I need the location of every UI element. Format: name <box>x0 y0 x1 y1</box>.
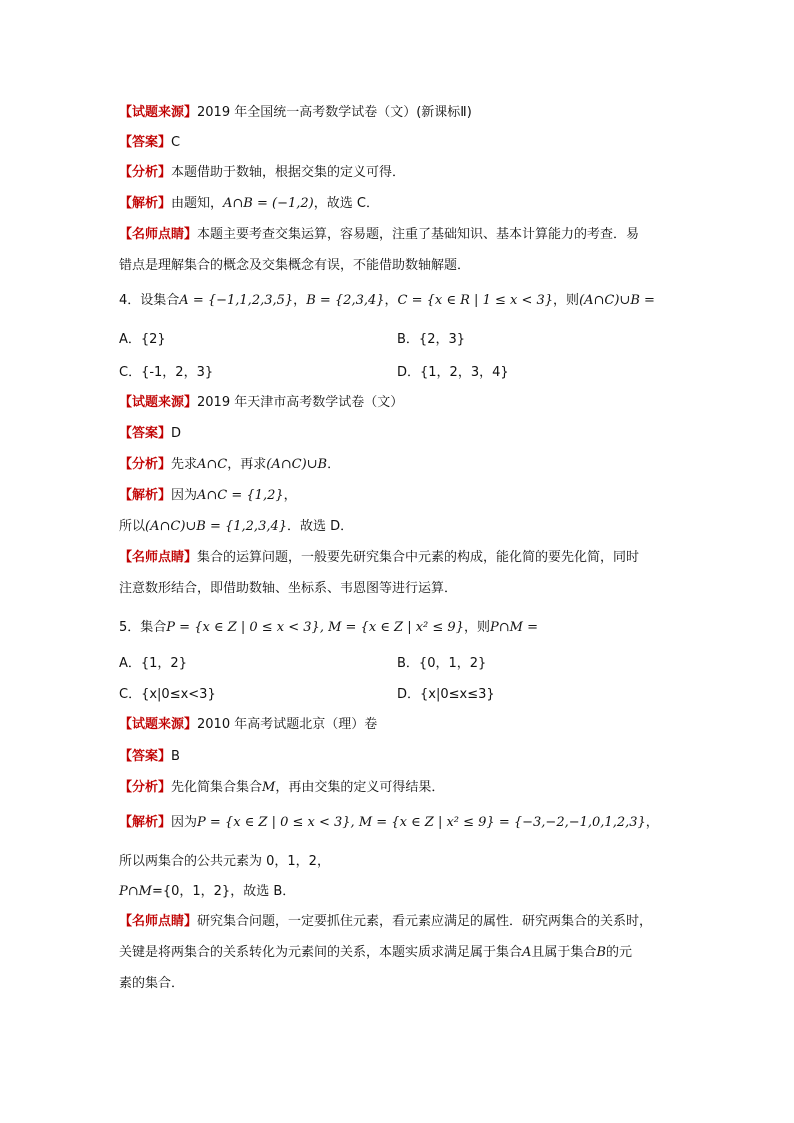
analysis-tag: 【分析】 <box>119 780 172 795</box>
analysis-text: ，再由交集的定义可得结果． <box>275 780 445 795</box>
q5-option-d: D．{x|0≤x≤3} <box>397 687 495 702</box>
q4-comment-line1 <box>119 549 679 567</box>
solution-math: (A∩C)∪B = {1,2,3,4} <box>145 519 288 534</box>
q4-stem: 4．设集合A = {−1,1,2,3,5}，B = {2,3,4}，C = {x ∈ R | 1 ≤ x < 3}，则(A∩C)∪B = <box>119 293 655 308</box>
solution-math: A∩B = (−1,2) <box>223 196 314 211</box>
question-number: 4． <box>119 293 141 308</box>
stem-text: 设集合 <box>140 293 180 308</box>
solution-text: 所以两集合的公共元素为 0，1，2， <box>119 854 330 869</box>
answer-tag: 【答案】 <box>119 749 172 764</box>
q5-source-line <box>119 716 679 734</box>
q3-analysis-line <box>119 164 679 182</box>
comment-text: 且属于集合 <box>531 945 597 960</box>
q4-option-b: B．{2，3} <box>397 332 466 347</box>
solution-text: 所以 <box>119 519 146 534</box>
comment-text: 本题主要考查交集运算，容易题，注重了基础知识、基本计算能力的考查．易 <box>197 227 640 242</box>
q5-solution-line <box>119 814 679 832</box>
solution-text: ．故选 D． <box>287 519 354 534</box>
q5-solution-line2 <box>119 853 679 871</box>
stem-math: C = {x ∈ R | 1 ≤ x < 3} <box>397 293 554 308</box>
q4-solution-line <box>119 487 679 505</box>
source-tag: 【试题来源】 <box>119 717 198 732</box>
analysis-tag: 【分析】 <box>119 457 172 472</box>
solution-text: 因为 <box>171 488 198 503</box>
analysis-tag: 【分析】 <box>119 165 172 180</box>
q4-option-d: D．{1，2，3，4} <box>397 365 509 380</box>
solution-text: ={0，1，2}，故选 B． <box>151 884 296 899</box>
comment-tag: 【名师点睛】 <box>119 914 198 929</box>
stem-math: B = {2,3,4} <box>306 293 385 308</box>
solution-text: ， <box>645 815 659 830</box>
answer-text: B <box>171 749 180 764</box>
comment-text: 素的集合． <box>119 976 185 991</box>
solution-text: ， <box>283 488 297 503</box>
comment-math: A <box>522 945 532 960</box>
q4-answer-line <box>119 425 679 443</box>
solution-tag: 【解析】 <box>119 815 172 830</box>
comment-text: 集合的运算问题，一般要先研究集合中元素的构成，能化简的要先化简，同时 <box>197 550 640 565</box>
q5-comment-line1 <box>119 913 679 931</box>
source-text: 2019 年天津市高考数学试卷（文） <box>197 395 404 410</box>
answer-text: C <box>171 135 181 150</box>
comment-text: 注意数形结合，即借助数轴、坐标系、韦恩图等进行运算． <box>119 581 458 596</box>
source-text: 2019 年全国统一高考数学试卷（文）(新课标Ⅱ) <box>197 105 472 120</box>
source-tag: 【试题来源】 <box>119 105 198 120</box>
q4-comment-line2 <box>119 580 679 598</box>
q4-option-a: A．{2} <box>119 332 166 347</box>
stem-text: 集合 <box>140 620 167 635</box>
q5-stem <box>119 619 679 637</box>
solution-text-end: ，故选 C． <box>313 196 379 211</box>
q3-comment-line1 <box>119 226 679 244</box>
q4-analysis-line <box>119 456 679 474</box>
q4-option-c: C．{-1，2，3} <box>119 365 214 380</box>
analysis-text: 先求 <box>171 457 198 472</box>
solution-math: P = {x ∈ Z | 0 ≤ x < 3}, M = {x ∈ Z | x² ≤ 9} = {−3,−2,−1,0,1,2,3} <box>197 815 646 830</box>
solution-tag: 【解析】 <box>119 488 172 503</box>
comment-text: 关键是将两集合的关系转化为元素间的关系，本题实质求满足属于集合 <box>119 945 523 960</box>
q5-comment-line2 <box>119 944 679 962</box>
solution-math: P∩M <box>119 884 152 899</box>
stem-math: P = {x ∈ Z | 0 ≤ x < 3}, M = {x ∈ Z | x² ≤ 9} <box>166 620 464 635</box>
source-text: 2010 年高考试题北京（理）卷 <box>197 717 378 732</box>
answer-text: D <box>171 426 182 441</box>
q3-answer-line <box>119 134 679 152</box>
analysis-text: ． <box>327 457 341 472</box>
question-number: 5． <box>119 620 141 635</box>
solution-text: 因为 <box>171 815 198 830</box>
q3-solution-line <box>119 195 679 213</box>
analysis-text: 先化简集合集合 <box>171 780 263 795</box>
q5-option-b: B．{0，1，2} <box>397 656 487 671</box>
comment-text: 错点是理解集合的概念及交集概念有误，不能借助数轴解题． <box>119 258 471 273</box>
q5-answer-line <box>119 748 679 766</box>
analysis-text: 本题借助于数轴，根据交集的定义可得． <box>171 165 406 180</box>
comment-tag: 【名师点睛】 <box>119 227 198 242</box>
comment-math: B <box>596 945 606 960</box>
analysis-math: M <box>262 780 276 795</box>
q5-solution-line3 <box>119 883 679 901</box>
q5-option-a: A．{1，2} <box>119 656 187 671</box>
q4-solution-line2 <box>119 518 679 536</box>
stem-text: ，则 <box>463 620 490 635</box>
q3-source-line <box>119 104 679 122</box>
q4-source-line <box>119 394 679 412</box>
q3-comment-line2 <box>119 257 679 275</box>
answer-tag: 【答案】 <box>119 135 172 150</box>
answer-tag: 【答案】 <box>119 426 172 441</box>
q5-comment-line3 <box>119 975 679 993</box>
stem-math: A = {−1,1,2,3,5} <box>179 293 294 308</box>
solution-text: 由题知， <box>171 196 224 211</box>
solution-math: A∩C = {1,2} <box>197 488 284 503</box>
stem-math: P∩M = <box>490 620 538 635</box>
analysis-math: (A∩C)∪B <box>266 457 328 472</box>
comment-text: 研究集合问题，一定要抓住元素，看元素应满足的属性．研究两集合的关系时， <box>197 914 653 929</box>
stem-math: (A∩C)∪B = <box>579 293 655 308</box>
solution-tag: 【解析】 <box>119 196 172 211</box>
q5-analysis-line <box>119 779 679 797</box>
comment-text: 的元 <box>605 945 632 960</box>
q5-option-c: C．{x|0≤x<3} <box>119 687 216 702</box>
analysis-math: A∩C <box>197 457 228 472</box>
source-tag: 【试题来源】 <box>119 395 198 410</box>
comment-tag: 【名师点睛】 <box>119 550 198 565</box>
stem-text: ，则 <box>553 293 580 308</box>
analysis-text: ，再求 <box>227 457 267 472</box>
